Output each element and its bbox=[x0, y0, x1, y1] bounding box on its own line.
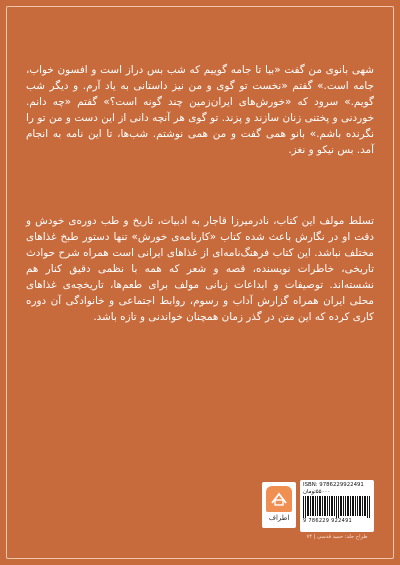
price-text: ۵۵۰۰۰تومان bbox=[303, 489, 331, 495]
barcode-area bbox=[262, 480, 374, 540]
barcode-bars bbox=[303, 496, 371, 518]
isbn-text: ISBN: 9786229922491 bbox=[303, 482, 364, 488]
cover-designer-credit: طراح جلد: حمید قدسی | ۷۴ bbox=[306, 534, 368, 540]
publisher-logo-icon bbox=[266, 486, 292, 512]
barcode bbox=[300, 480, 374, 532]
publisher-logo bbox=[262, 482, 296, 528]
about-paragraph: تسلط مولف این کتاب، نادرمیرزا قاجار به ادبیات، تاریخ و طب دوره‌ی خودش و دقت او در نگارش باعث شده کتاب «کارنامه‌ی خورش» تنها دستور طبخ غذاهای مختلف نباشد. این کتاب فرهنگ‌نامه‌ای از غذاهای ایرانی است همراه شرح حوادث تاریخی، خاطرات نویسنده، قصه و شعر که همه با نظمی دقیق کنار هم نشسته‌اند. توصیفات و ابداعات زبانی مولف برای طعم‌ها، تاریخچه‌ی غذاهای محلی ایران همراه گزارش آداب و رسوم، روابط اجتماعی و خانوادگی آن دوره کاری کرده که این متن در گذر زمان همچنان خواندنی و تازه باشد. bbox=[26, 215, 374, 323]
barcode-digits: 9 786229 922491 bbox=[303, 518, 353, 524]
intro-paragraph: شهی بانوی من گفت «بیا تا جامه گوییم که شب بس دراز است و افسون خواب، جامه است.» گفتم «نخست تو گوی و من نیز داستانی به یاد آرم. و دیگر شب گویم.» سرود که «خورش‌های ایران‌زمین چند گونه است؟» گفتم «چه دانم. خوردنی و پختنی زنان سازند و پزند. تو گوی هر آنچه دانی از این دست و من تو را نگرنده باشم.» بانو همی گفت و من همی نوشتم. شب‌ها، تا این نامه به انجام آمد. بس نیکو و نغز. bbox=[26, 64, 374, 156]
publisher-name: اطراف bbox=[268, 514, 290, 522]
